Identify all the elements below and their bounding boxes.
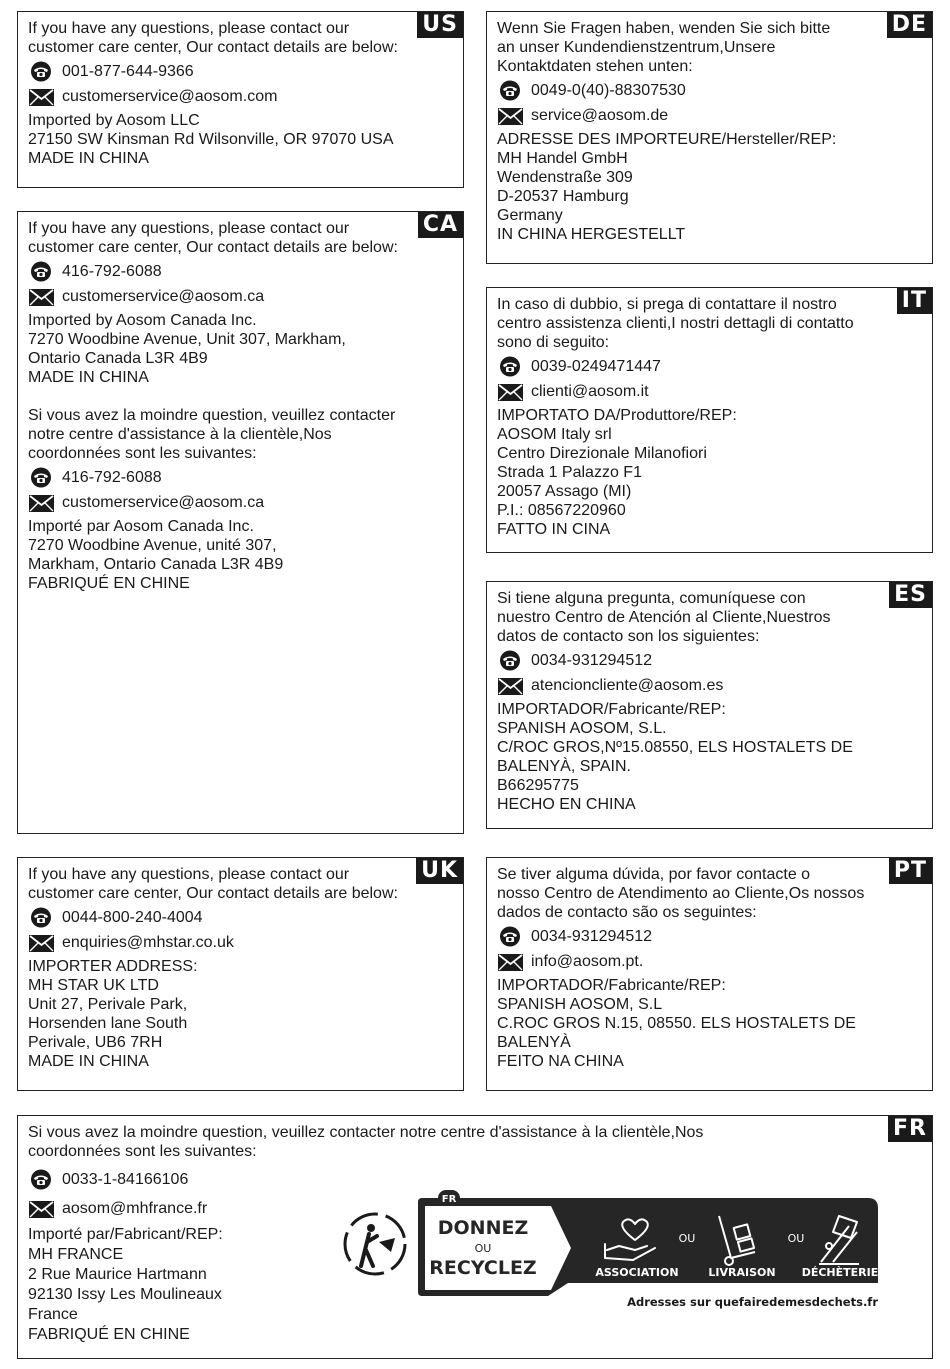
- card-es: [486, 581, 933, 829]
- email-address: enquiries@mhstar.co.uk: [62, 934, 234, 951]
- intro-text: If you have any questions, please contact our customer care center, Our contact details are below:: [28, 220, 398, 256]
- card-uk: [17, 857, 464, 1091]
- importer-address: Imported by Aosom Canada Inc. 7270 Woodbine Avenue, Unit 307, Markham, Ontario Canada L3R 4B9 MADE IN CHINA: [28, 312, 346, 386]
- telephone-icon: [497, 356, 524, 377]
- telephone-icon: [28, 1169, 55, 1190]
- importer-address: IMPORTER ADDRESS: MH STAR UK LTD Unit 27, Perivale Park, Horsenden lane South Perivale, UB6 7RH MADE IN CHINA: [28, 958, 198, 1070]
- intro-text-fr: Si vous avez la moindre question, veuillez contacter notre centre d'assistance à la clientèle,Nos coordonnées sont les suivantes:: [28, 407, 396, 462]
- intro-text: If you have any questions, please contact our customer care center, Our contact details are below:: [28, 20, 398, 56]
- email-address: clienti@aosom.it: [531, 383, 649, 400]
- envelope-icon: [28, 86, 55, 107]
- country-tag-es: ES: [889, 582, 932, 608]
- email-address: info@aosom.pt.: [531, 953, 644, 970]
- card-de: [486, 11, 933, 264]
- envelope-icon: [497, 675, 524, 696]
- telephone-icon: [497, 80, 524, 101]
- country-tag-fr: FR: [888, 1116, 932, 1142]
- country-tag-it: IT: [897, 288, 932, 314]
- intro-text: In caso di dubbio, si prega di contattare il nostro centro assistenza clienti,I nostri dettagli di contatto sono di seguito:: [497, 296, 854, 351]
- country-tag-uk: UK: [416, 858, 463, 884]
- email-address-fr: customerservice@aosom.ca: [62, 494, 265, 511]
- email-address: service@aosom.de: [531, 107, 669, 124]
- importer-address: IMPORTATO DA/Produttore/REP: AOSOM Italy srl Centro Direzionale Milanofiori Strada 1 Palazzo F1 20057 Assago (MI) P.I.: 08567220960 FATTO IN CINA: [497, 407, 737, 538]
- card-pt: [486, 857, 933, 1091]
- country-tag-ca: CA: [418, 212, 463, 238]
- envelope-icon: [28, 1198, 55, 1219]
- banner-badge: FR: [441, 1194, 457, 1205]
- phone-number: 416-792-6088: [62, 263, 162, 280]
- banner-donnez: DONNEZ: [437, 1217, 529, 1239]
- email-address: customerservice@aosom.com: [62, 88, 278, 105]
- banner-livraison: LIVRAISON: [708, 1266, 776, 1279]
- telephone-icon: [28, 61, 55, 82]
- banner-ou: OU: [474, 1242, 492, 1255]
- country-tag-de: DE: [887, 12, 932, 38]
- intro-text: Si vous avez la moindre question, veuillez contacter notre centre d'assistance à la clientèle,Nos coordonnées sont les suivantes:: [28, 1124, 704, 1160]
- intro-text: Wenn Sie Fragen haben, wenden Sie sich bitte an unser Kundendienstzentrum,Unsere Kontaktdaten stehen unten:: [497, 20, 831, 75]
- importer-address: IMPORTADOR/Fabricante/REP: SPANISH AOSOM, S.L.: [497, 701, 726, 737]
- telephone-icon: [497, 650, 524, 671]
- phone-number: 001-877-644-9366: [62, 63, 194, 80]
- banner-footer: Adresses sur quefairedemesdechets.fr: [627, 1295, 878, 1309]
- triman-icon: [345, 1214, 405, 1274]
- phone-number: 0033-1-84166106: [62, 1171, 189, 1188]
- importer-address: ADRESSE DES IMPORTEURE/Hersteller/REP: MH Handel GmbH Wendenstraße 309 D-20537 Hamburg Germany IN CHINA HERGESTELLT: [497, 131, 837, 243]
- card-fr: [17, 1115, 933, 1359]
- country-tag-us: US: [417, 12, 463, 38]
- banner-association: ASSOCIATION: [595, 1266, 679, 1279]
- telephone-icon: [28, 907, 55, 928]
- banner-decheterie: DÉCHÈTERIE: [801, 1266, 879, 1279]
- telephone-icon: [497, 926, 524, 947]
- phone-number: 0039-0249471447: [531, 358, 661, 375]
- email-address: atencioncliente@aosom.es: [531, 677, 724, 694]
- phone-number: 0049-0(40)-88307530: [531, 82, 686, 99]
- envelope-icon: [497, 105, 524, 126]
- banner-ou-1: OU: [678, 1232, 696, 1245]
- telephone-icon: [28, 467, 55, 488]
- intro-text: Si tiene alguna pregunta, comuníquese con nuestro Centro de Atención al Cliente,Nuestros datos de contacto son los siguientes:: [497, 590, 831, 645]
- banner-recyclez: RECYCLEZ: [429, 1257, 537, 1279]
- envelope-icon: [497, 381, 524, 402]
- phone-number-fr: 416-792-6088: [62, 469, 162, 486]
- envelope-icon: [28, 286, 55, 307]
- recycle-banner: [343, 1186, 883, 1311]
- importer-address: IMPORTADOR/Fabricante/REP: SPANISH AOSOM, S.L C.ROC GROS N.15, 08550. ELS HOSTALETS DE BALENYÀ FEITO NA CHINA: [497, 977, 856, 1070]
- phone-number: 0034-931294512: [531, 652, 653, 669]
- card-it: [486, 287, 933, 553]
- importer-city: BALENYÀ, SPAIN. B66295775 HECHO EN CHINA: [497, 758, 636, 813]
- intro-text: Se tiver alguma dúvida, por favor contacte o nosso Centro de Atendimento ao Cliente,Os nossos dados de contacto são os seguintes:: [497, 866, 865, 921]
- envelope-icon: [28, 932, 55, 953]
- banner-ou-2: OU: [787, 1232, 805, 1245]
- telephone-icon: [28, 261, 55, 282]
- importer-address: Importé par/Fabricant/REP: MH FRANCE 2 Rue Maurice Hartmann 92130 Issy Les Moulineaux France FABRIQUÉ EN CHINE: [28, 1226, 223, 1343]
- country-tag-pt: PT: [889, 858, 932, 884]
- card-us: [17, 11, 464, 188]
- phone-number: 0034-931294512: [531, 928, 653, 945]
- envelope-icon: [497, 951, 524, 972]
- phone-number: 0044-800-240-4004: [62, 909, 203, 926]
- email-address: customerservice@aosom.ca: [62, 288, 265, 305]
- envelope-icon: [28, 492, 55, 513]
- intro-text: If you have any questions, please contact our customer care center, Our contact details are below:: [28, 866, 398, 902]
- card-ca: [17, 211, 464, 834]
- importer-address-fr: Importé par Aosom Canada Inc. 7270 Woodbine Avenue, unité 307, Markham, Ontario Canada L3R 4B9 FABRIQUÉ EN CHINE: [28, 518, 284, 592]
- importer-address: Imported by Aosom LLC 27150 SW Kinsman Rd Wilsonville, OR 97070 USA MADE IN CHINA: [28, 112, 394, 167]
- email-address: aosom@mhfrance.fr: [62, 1200, 208, 1217]
- importer-street: C/ROC GROS,Nº15.08550, ELS HOSTALETS DE: [497, 739, 853, 756]
